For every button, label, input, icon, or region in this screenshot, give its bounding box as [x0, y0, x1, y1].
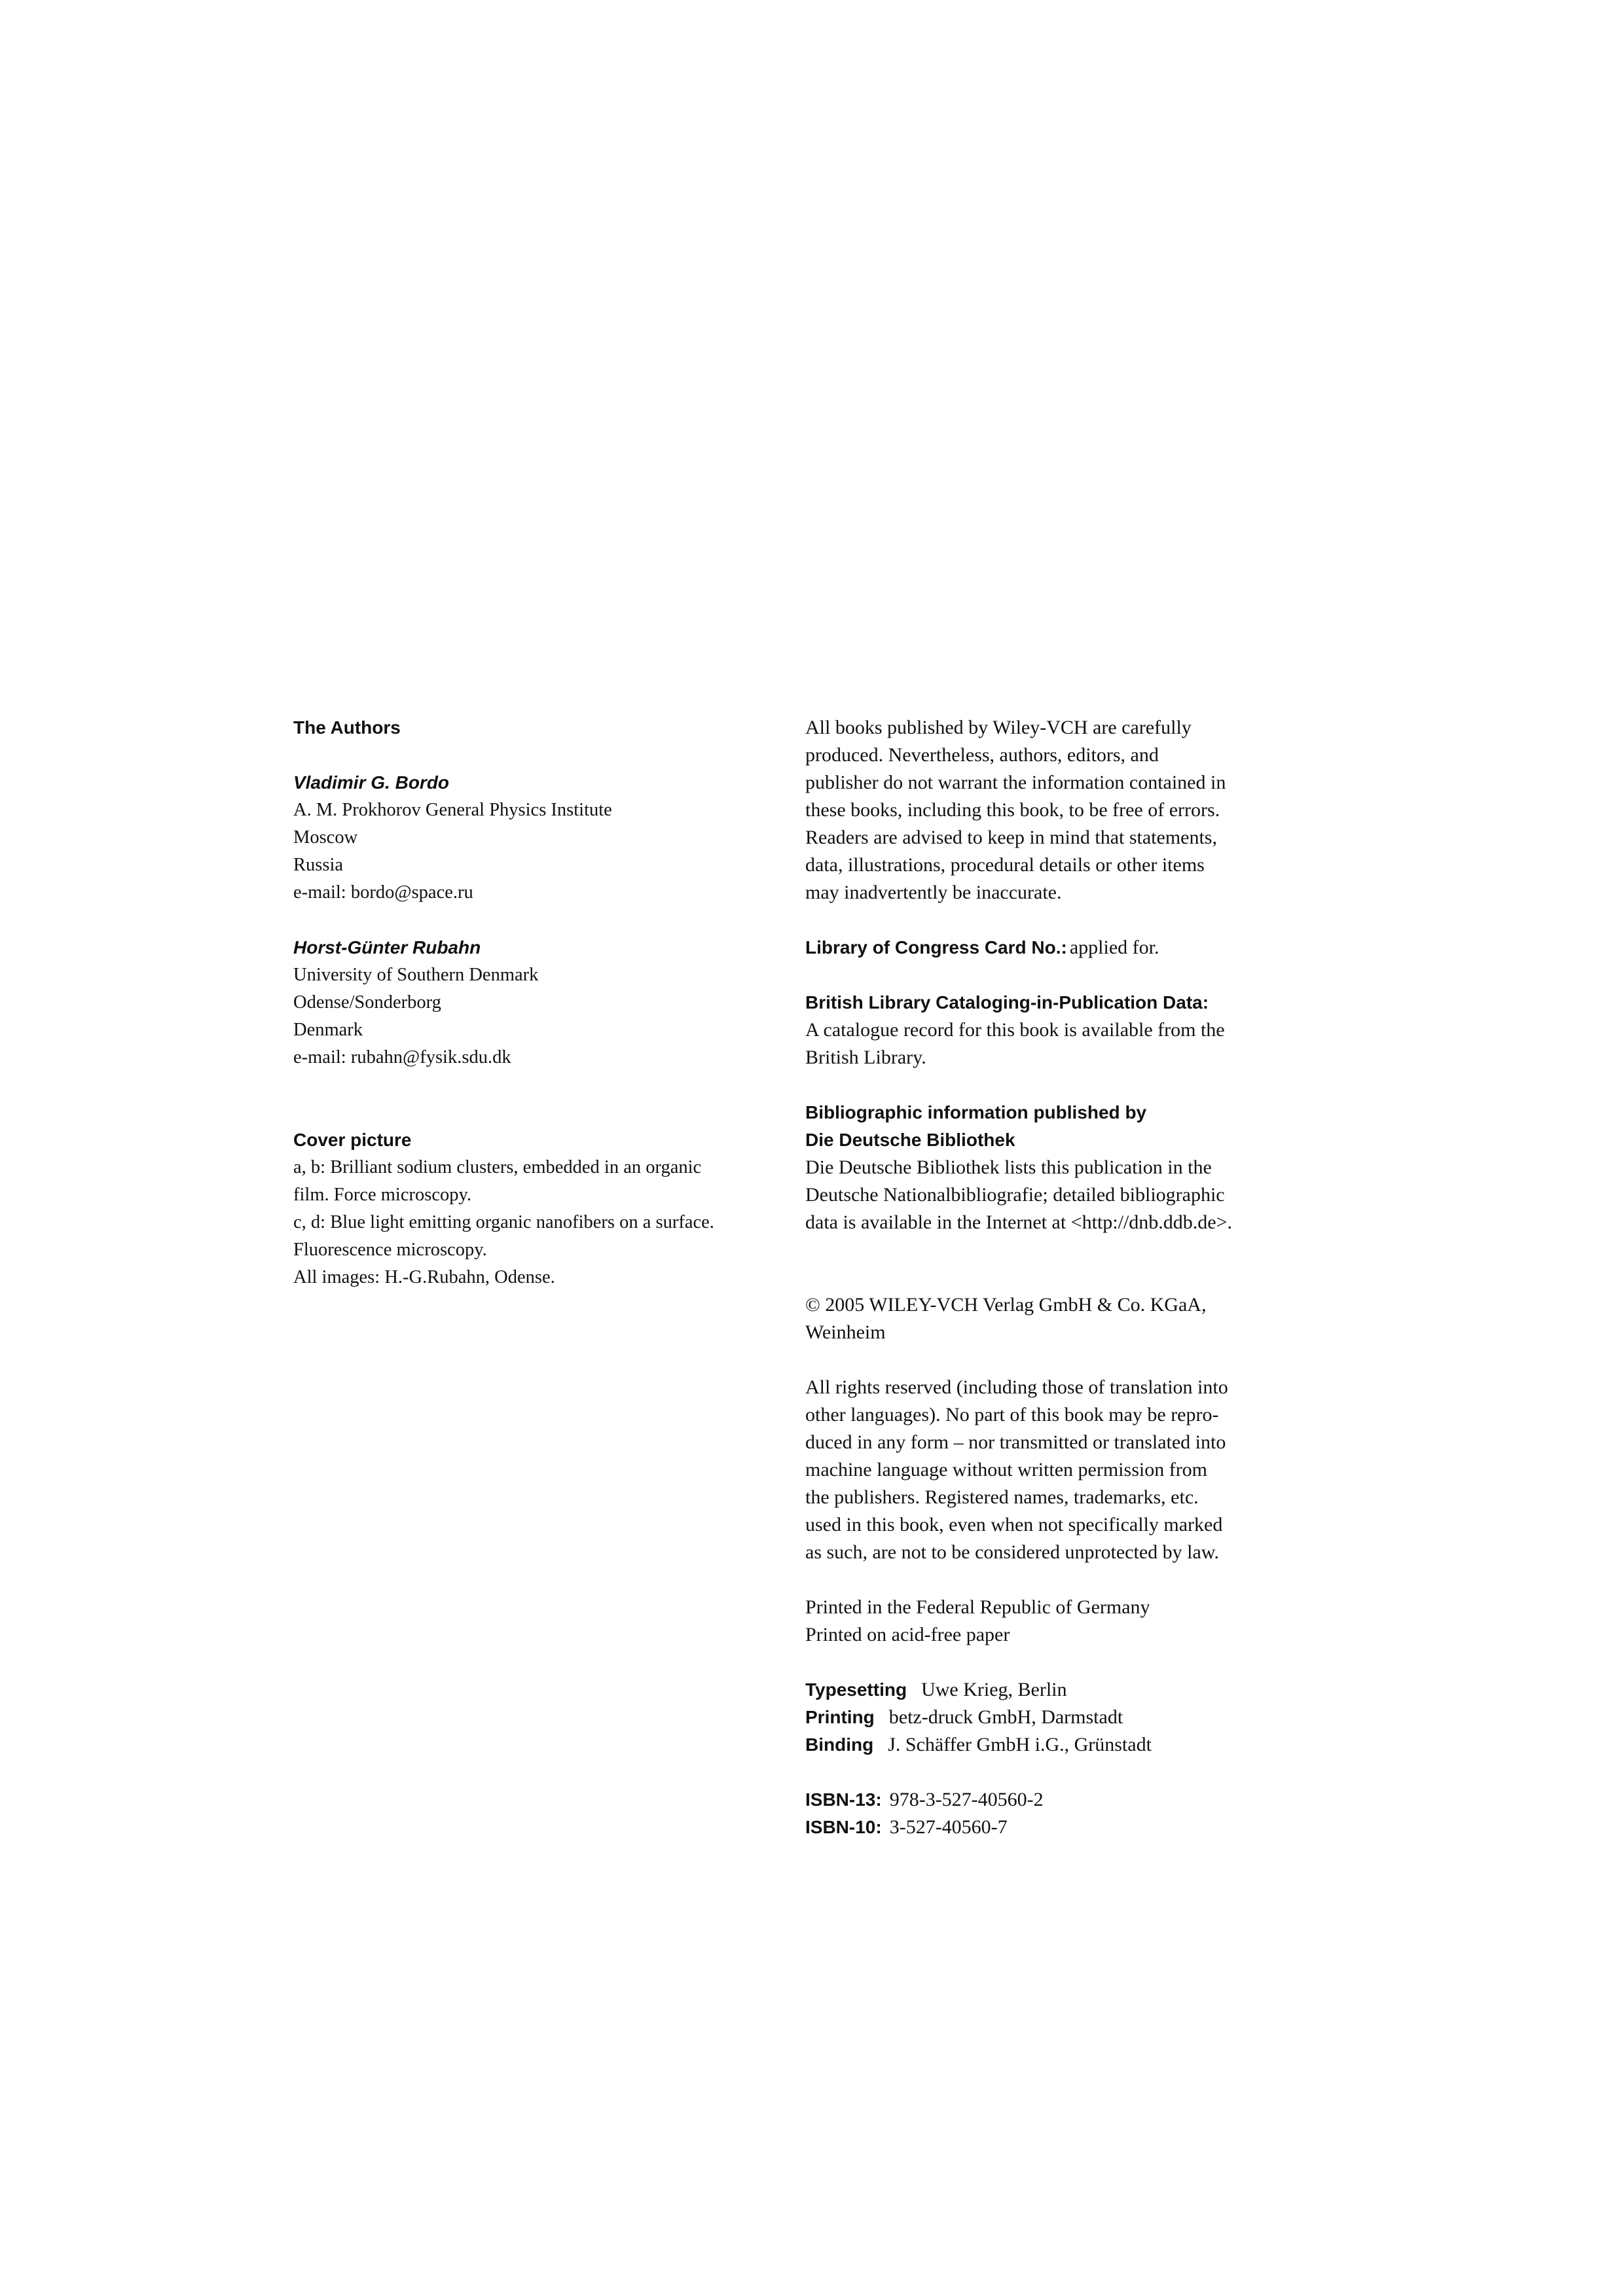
rights-line: the publishers. Registered names, trademarks, etc. — [805, 1486, 1199, 1508]
cover-caption-line: c, d: Blue light emitting organic nanofibers on a surface. — [293, 1212, 714, 1232]
author-affiliation: University of Southern Denmark — [293, 965, 539, 985]
credit-value: J. Schäffer GmbH i.G., Grünstadt — [888, 1734, 1152, 1755]
dnb-heading-line: Die Deutsche Bibliothek — [805, 1130, 1015, 1150]
isbn-label: ISBN-10: — [805, 1817, 882, 1837]
author-affiliation: A. M. Prokhorov General Physics Institute — [293, 800, 612, 820]
printed-line: Printed in the Federal Republic of Germany — [805, 1596, 1150, 1618]
author-entry — [293, 934, 791, 1071]
dnb-heading-line: Bibliographic information published by — [805, 1102, 1147, 1122]
british-library-line: British Library. — [805, 1047, 926, 1068]
cover-picture-heading: Cover picture — [293, 1130, 412, 1150]
printed-line: Printed on acid-free paper — [805, 1624, 1010, 1645]
credit-label: Typesetting — [805, 1679, 907, 1700]
author-email: e-mail: rubahn@fysik.sdu.dk — [293, 1047, 511, 1067]
authors-heading: The Authors — [293, 717, 401, 738]
printing-credit — [805, 1704, 1329, 1731]
british-library-line: A catalogue record for this book is available from the — [805, 1019, 1225, 1041]
disclaimer-line: these books, including this book, to be free of errors. — [805, 799, 1220, 821]
printed-info — [805, 1594, 1329, 1649]
rights-paragraph — [805, 1374, 1329, 1566]
cover-caption-line: Fluorescence microscopy. — [293, 1240, 487, 1260]
rights-line: other languages). No part of this book may be repro- — [805, 1404, 1219, 1426]
copyright-line: Weinheim — [805, 1321, 886, 1343]
dnb-line: Die Deutsche Bibliothek lists this publication in the — [805, 1157, 1212, 1178]
credit-value: betz-druck GmbH, Darmstadt — [888, 1706, 1123, 1728]
loc-label: Library of Congress Card No.: — [805, 937, 1067, 958]
disclaimer-line: Readers are advised to keep in mind that statements, — [805, 827, 1217, 848]
credit-label: Printing — [805, 1707, 875, 1727]
copyright-line: © 2005 WILEY-VCH Verlag GmbH & Co. KGaA, — [805, 1294, 1207, 1316]
isbn-value: 3-527-40560-7 — [889, 1816, 1008, 1838]
author-city: Odense/Sonderborg — [293, 992, 441, 1013]
credit-value: Uwe Krieg, Berlin — [921, 1679, 1067, 1700]
author-name: Vladimir G. Bordo — [293, 772, 450, 793]
isbn-13 — [805, 1786, 1329, 1814]
loc-value: applied for. — [1069, 937, 1159, 958]
left-column — [293, 714, 791, 1291]
cover-caption-line: film. Force microscopy. — [293, 1185, 472, 1205]
isbn-10 — [805, 1814, 1329, 1841]
disclaimer-line: produced. Nevertheless, authors, editors, and — [805, 744, 1159, 766]
rights-line: used in this book, even when not specifically marked — [805, 1514, 1223, 1535]
right-column — [805, 714, 1329, 1841]
disclaimer-line: publisher do not warrant the information contained in — [805, 772, 1226, 793]
typesetting-credit — [805, 1676, 1329, 1704]
rights-line: as such, are not to be considered unprotected by law. — [805, 1541, 1220, 1563]
binding-credit — [805, 1731, 1329, 1759]
rights-line: duced in any form – nor transmitted or translated into — [805, 1431, 1226, 1453]
disclaimer-line: data, illustrations, procedural details or other items — [805, 854, 1205, 876]
dnb-line: Deutsche Nationalbibliografie; detailed bibliographic — [805, 1184, 1225, 1206]
isbn-label: ISBN-13: — [805, 1789, 882, 1810]
author-entry — [293, 769, 791, 906]
rights-line: machine language without written permission from — [805, 1459, 1208, 1480]
british-library-heading: British Library Cataloging-in-Publication Data: — [805, 992, 1209, 1013]
dnb-line: data is available in the Internet at <http://dnb.ddb.de>. — [805, 1211, 1232, 1233]
isbn-value: 978-3-527-40560-2 — [889, 1789, 1044, 1810]
disclaimer-line: All books published by Wiley-VCH are carefully — [805, 717, 1192, 738]
copyright-notice — [805, 1291, 1329, 1346]
credit-label: Binding — [805, 1734, 874, 1755]
author-name: Horst-Günter Rubahn — [293, 937, 481, 958]
british-library-section — [805, 989, 1329, 1071]
isbn-block — [805, 1786, 1329, 1841]
author-country: Denmark — [293, 1020, 363, 1040]
cover-caption-line: a, b: Brilliant sodium clusters, embedded in an organic — [293, 1157, 702, 1177]
rights-line: All rights reserved (including those of translation into — [805, 1376, 1228, 1398]
disclaimer-paragraph — [805, 714, 1329, 906]
author-country: Russia — [293, 855, 344, 875]
cover-picture-section — [293, 1126, 791, 1291]
author-city: Moscow — [293, 827, 358, 848]
loc-line — [805, 934, 1329, 961]
dnb-section — [805, 1099, 1329, 1236]
cover-caption-line: All images: H.-G.Rubahn, Odense. — [293, 1267, 555, 1287]
production-credits — [805, 1676, 1329, 1759]
disclaimer-line: may inadvertently be inaccurate. — [805, 882, 1062, 903]
author-email: e-mail: bordo@space.ru — [293, 882, 473, 903]
